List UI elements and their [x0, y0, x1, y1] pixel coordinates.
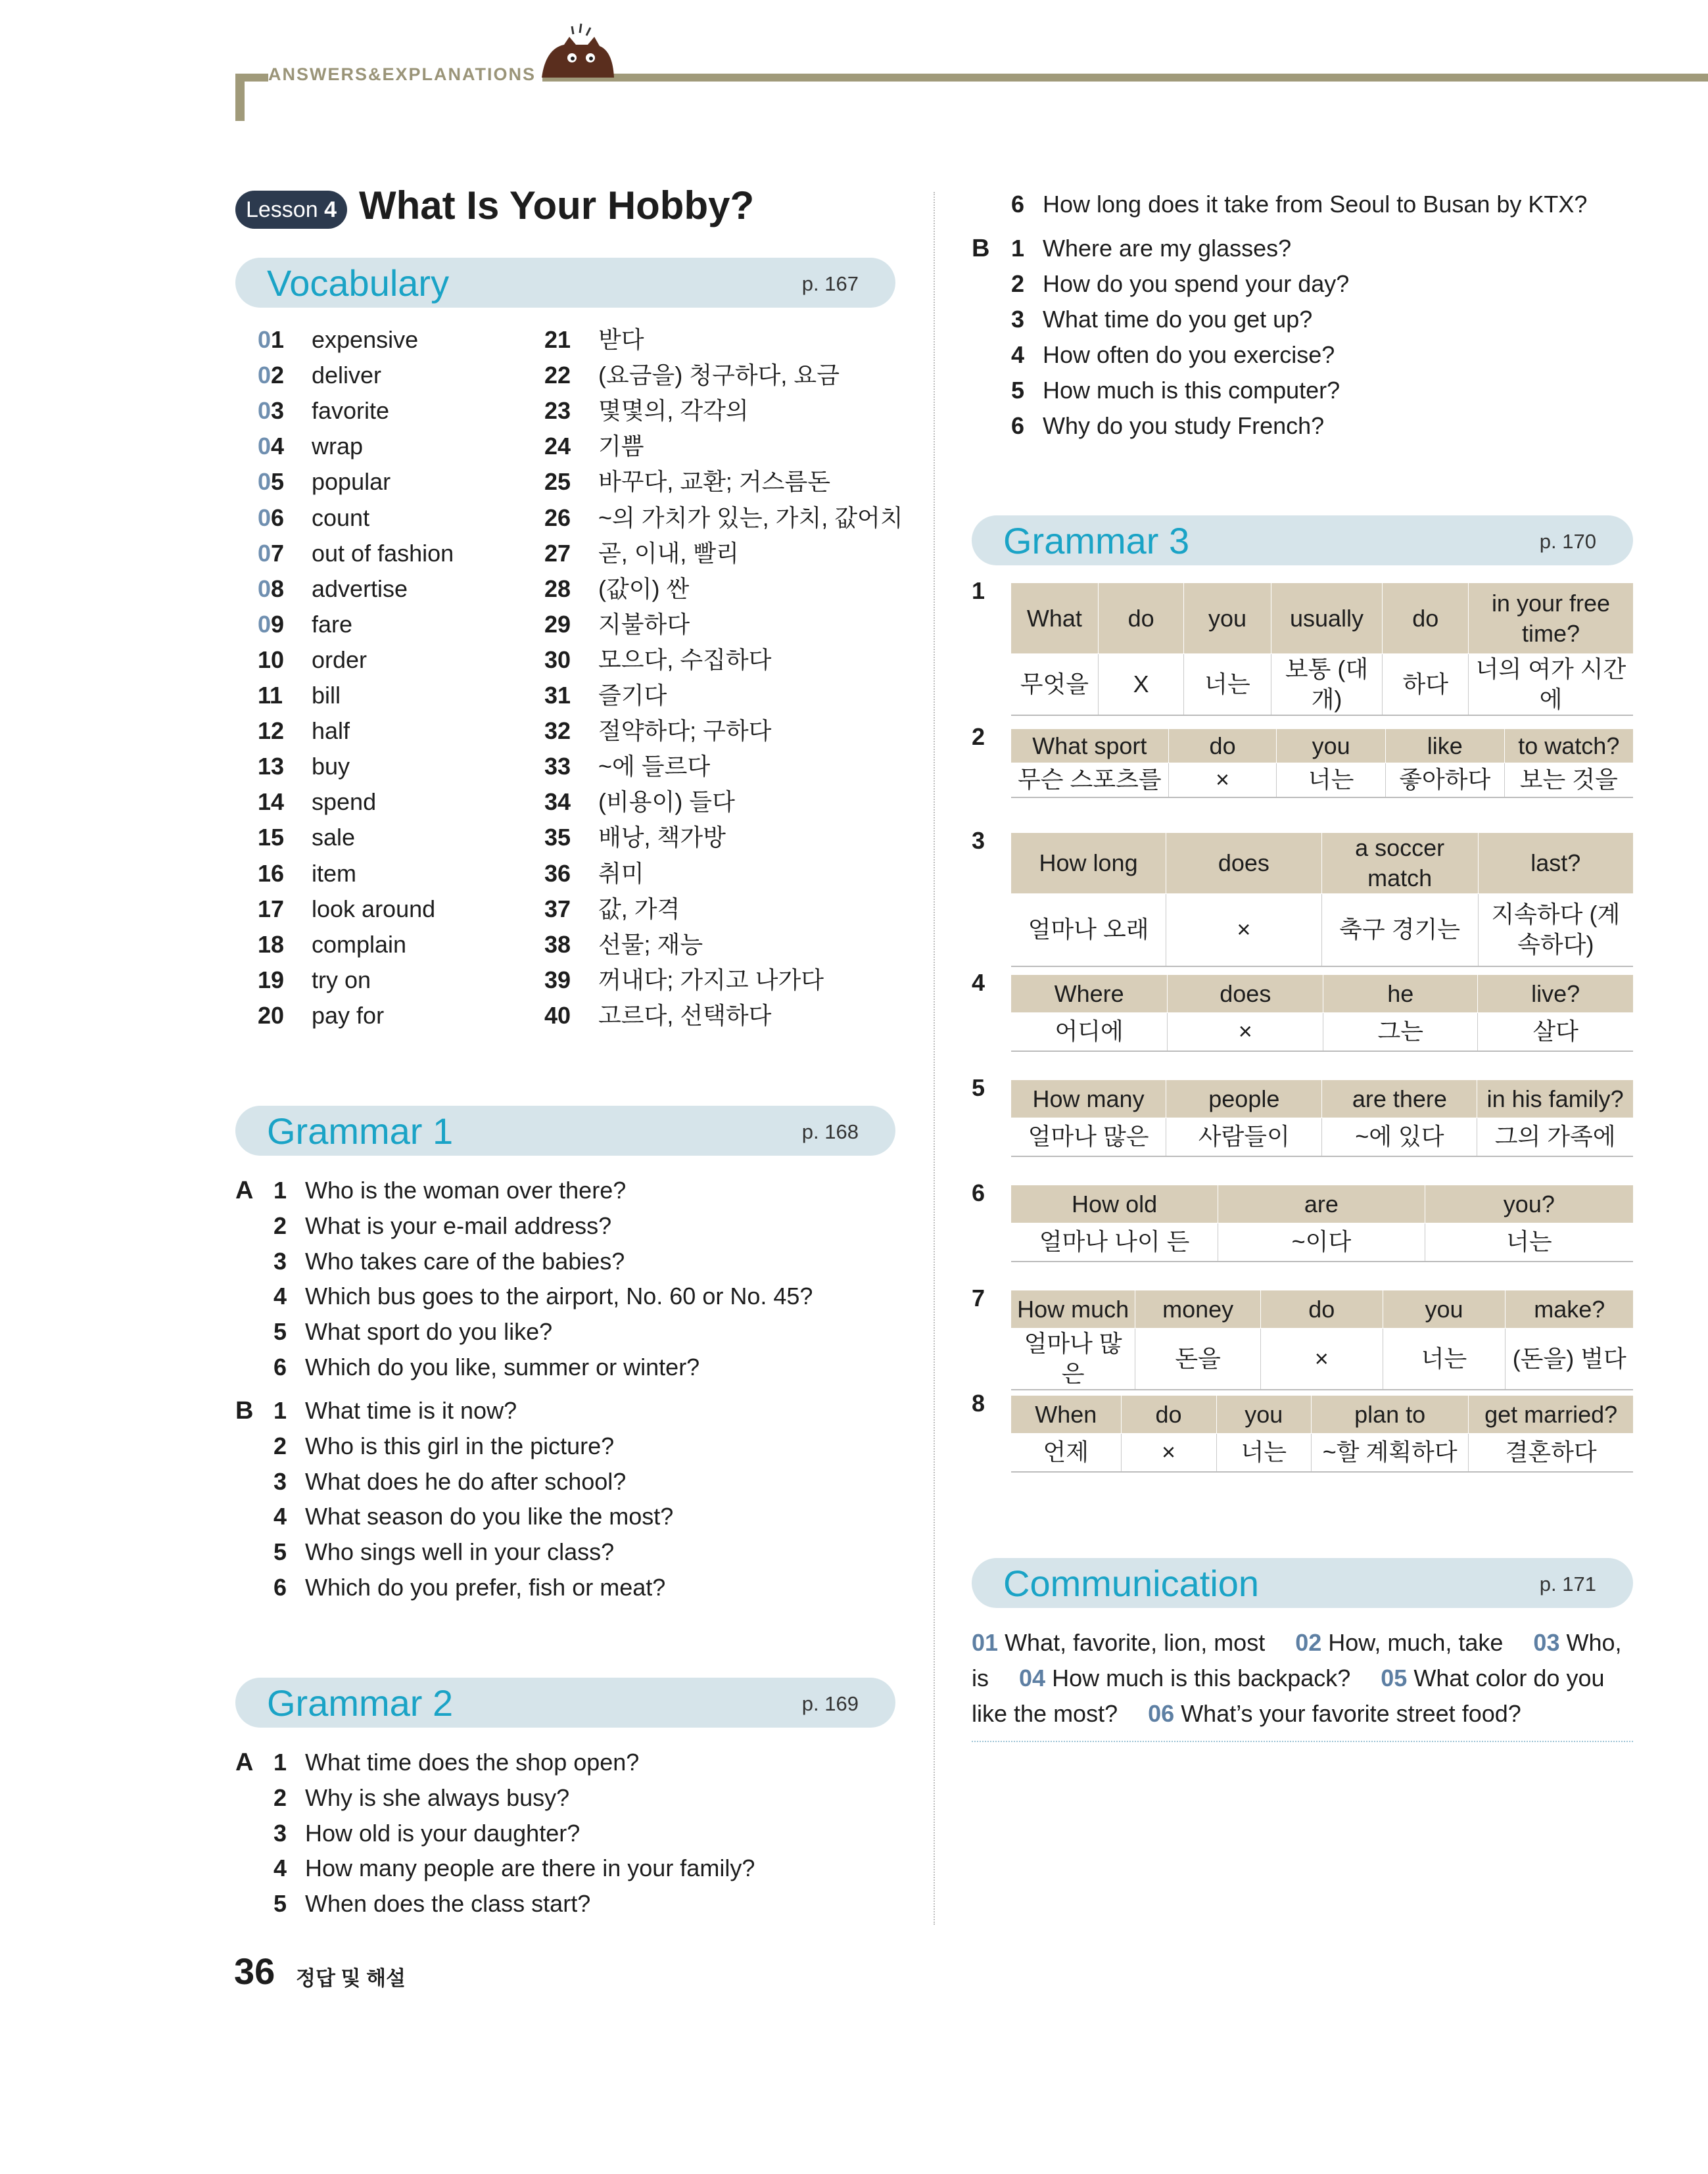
mascot-icon — [538, 22, 617, 78]
item-number: 3 — [273, 1467, 287, 1495]
korean-chunk: × — [1168, 1013, 1323, 1051]
communication-banner — [972, 1558, 1633, 1608]
grammar3-banner — [972, 515, 1633, 565]
item-text: Which do you like, summer or winter? — [305, 1354, 700, 1381]
item-number: 5 — [273, 1890, 287, 1918]
vocab-word: 바꾸다, 교환; 거스름돈 — [598, 468, 830, 496]
vocab-word: (요금을) 청구하다, 요금 — [598, 362, 840, 389]
korean-row — [1011, 1013, 1633, 1051]
sentence-table — [1011, 1079, 1633, 1157]
item-number: 6 — [1011, 412, 1025, 439]
korean-chunk: × — [1166, 894, 1321, 966]
english-chunk: in your free time? — [1468, 583, 1633, 654]
english-chunk: When — [1011, 1396, 1121, 1434]
vocab-number-zero: 0 — [258, 397, 272, 425]
vocab-number: 39 — [544, 966, 571, 993]
item-number: 5 — [273, 1318, 287, 1346]
item-text: What sport do you like? — [305, 1318, 553, 1346]
korean-row — [1011, 763, 1633, 797]
item-text: How long does it take from Seoul to Busan by KTX? — [1043, 191, 1588, 218]
item-number: 1 — [273, 1749, 287, 1776]
item-number: 03 — [1533, 1629, 1560, 1656]
vocab-word: 선물; 재능 — [598, 930, 703, 958]
communication-item — [1295, 1629, 1503, 1656]
english-row — [1011, 833, 1633, 894]
communication-item — [972, 1629, 1265, 1656]
vocab-number: 33 — [544, 753, 571, 780]
korean-chunk: 좋아하다 — [1385, 763, 1504, 797]
item-text: Why do you study French? — [1043, 412, 1325, 439]
korean-chunk: 무슨 스포츠를 — [1011, 763, 1168, 797]
vocab-number — [258, 358, 284, 393]
vocab-word: spend — [312, 788, 377, 816]
vocab-word: count — [312, 504, 370, 531]
item-text: How, much, take — [1328, 1629, 1504, 1656]
vocab-number — [258, 322, 284, 358]
vocabulary-banner — [235, 258, 895, 308]
item-text: What color do you like the most? — [972, 1665, 1605, 1727]
table-number: 1 — [972, 577, 985, 604]
english-chunk: What sport — [1011, 729, 1168, 763]
korean-chunk: 얼마나 많은 — [1011, 1329, 1135, 1390]
korean-chunk: 지속하다 (계속하다) — [1478, 894, 1633, 966]
communication-answers — [972, 1625, 1633, 1732]
item-number: 02 — [1295, 1629, 1322, 1656]
vocab-number: 27 — [544, 539, 571, 567]
table-number: 5 — [972, 1074, 985, 1101]
section-title: Vocabulary — [267, 262, 450, 304]
item-text: Which bus goes to the airport, No. 60 or No. 45? — [305, 1283, 813, 1310]
english-chunk: How long — [1011, 833, 1166, 894]
vocab-number: 35 — [544, 824, 571, 851]
korean-chunk: 얼마나 많은 — [1011, 1118, 1166, 1156]
vocab-number-zero: 0 — [258, 362, 272, 389]
sentence-table — [1011, 728, 1633, 798]
english-row — [1011, 1080, 1633, 1118]
english-chunk: are there — [1322, 1080, 1477, 1118]
vocab-number — [258, 500, 284, 536]
english-chunk: you — [1216, 1396, 1311, 1434]
item-text: Which do you prefer, fish or meat? — [305, 1574, 666, 1601]
english-chunk: Where — [1011, 975, 1168, 1013]
vocab-number-digit: 4 — [271, 433, 285, 460]
sentence-table — [1011, 1290, 1633, 1390]
vocab-number: 24 — [544, 433, 571, 460]
item-text: What time does the shop open? — [305, 1749, 640, 1776]
english-chunk: make? — [1506, 1290, 1633, 1329]
sentence-table — [1011, 582, 1633, 716]
vocab-word: sale — [312, 824, 356, 851]
section-title: Grammar 1 — [267, 1110, 454, 1152]
vocab-number: 38 — [544, 930, 571, 958]
vocab-number-digit: 6 — [271, 504, 285, 531]
part-label: B — [972, 235, 990, 262]
vocab-word: 즐기다 — [598, 682, 667, 709]
korean-chunk: 보는 것을 — [1504, 763, 1633, 797]
korean-chunk: 너는 — [1425, 1223, 1633, 1262]
page-ref: p. 167 — [801, 272, 859, 295]
korean-chunk: 얼마나 나이 든 — [1011, 1223, 1218, 1262]
korean-chunk: 언제 — [1011, 1434, 1121, 1472]
lesson-title: What Is Your Hobby? — [359, 183, 755, 227]
korean-chunk: 그의 가족에 — [1477, 1118, 1633, 1156]
item-number: 6 — [273, 1574, 287, 1601]
english-chunk: people — [1166, 1080, 1322, 1118]
english-chunk: you — [1383, 1290, 1506, 1329]
section-title: Communication — [1003, 1563, 1260, 1604]
vocab-number — [258, 429, 284, 464]
korean-chunk: 너는 — [1277, 763, 1385, 797]
english-chunk: How many — [1011, 1080, 1166, 1118]
vocab-word: 꺼내다; 가지고 나가다 — [598, 966, 824, 993]
vocab-number-zero: 0 — [258, 433, 272, 460]
english-row — [1011, 1396, 1633, 1434]
english-chunk: get married? — [1469, 1396, 1633, 1434]
vocab-number-zero: 0 — [258, 539, 272, 567]
vocab-number: 17 — [258, 895, 285, 922]
vocab-number-zero: 0 — [258, 326, 272, 353]
vocab-word: 배낭, 책가방 — [598, 824, 726, 851]
korean-chunk: 무엇을 — [1011, 654, 1098, 716]
vocab-word: expensive — [312, 326, 419, 353]
vocab-number-digit: 2 — [271, 362, 285, 389]
english-chunk: does — [1166, 833, 1321, 894]
page-ref: p. 171 — [1539, 1572, 1596, 1595]
table-number: 4 — [972, 969, 985, 996]
item-number: 5 — [1011, 377, 1025, 404]
vocab-number — [258, 536, 284, 571]
table-number: 3 — [972, 827, 985, 854]
vocab-number: 15 — [258, 824, 285, 851]
item-number: 1 — [273, 1177, 287, 1204]
item-text: How do you spend your day? — [1043, 270, 1350, 297]
vocab-word: 곧, 이내, 빨리 — [598, 539, 739, 567]
vocab-number-digit: 3 — [271, 397, 285, 425]
item-number: 4 — [273, 1283, 287, 1310]
english-row — [1011, 975, 1633, 1013]
english-chunk: usually — [1271, 583, 1383, 654]
item-text: What, favorite, lion, most — [1005, 1629, 1266, 1656]
vocab-number: 34 — [544, 788, 571, 816]
vocab-number: 14 — [258, 788, 285, 816]
vocab-number-zero: 0 — [258, 610, 272, 638]
vocab-word: item — [312, 859, 357, 887]
vocab-word: try on — [312, 966, 371, 993]
vocab-number: 37 — [544, 895, 571, 922]
vocab-number: 29 — [544, 610, 571, 638]
vocab-word: buy — [312, 753, 350, 780]
vocab-word: out of fashion — [312, 539, 454, 567]
item-text: How much is this computer? — [1043, 377, 1340, 404]
vocab-number — [258, 607, 284, 642]
vocab-number-digit: 9 — [271, 610, 285, 638]
section-title: Grammar 2 — [267, 1682, 454, 1724]
korean-chunk: × — [1121, 1434, 1216, 1472]
item-number: 3 — [273, 1819, 287, 1847]
item-number: 4 — [1011, 341, 1025, 368]
item-number: 1 — [273, 1397, 287, 1424]
item-number: 04 — [1019, 1665, 1046, 1691]
english-row — [1011, 1290, 1633, 1329]
header-corner — [235, 74, 245, 121]
english-chunk: money — [1135, 1290, 1261, 1329]
vocab-word: 몇몇의, 각각의 — [598, 397, 749, 425]
korean-row — [1011, 1223, 1633, 1262]
vocab-word: pay for — [312, 1001, 385, 1029]
english-chunk: he — [1323, 975, 1478, 1013]
english-chunk: live? — [1478, 975, 1633, 1013]
vocab-number-digit: 8 — [271, 575, 285, 602]
vocab-word: bill — [312, 682, 341, 709]
korean-chunk: 너는 — [1216, 1434, 1311, 1472]
vocab-number-digit: 7 — [271, 539, 285, 567]
table-number: 6 — [972, 1179, 985, 1206]
korean-chunk: ~할 계획하다 — [1311, 1434, 1468, 1472]
item-text: What is your e-mail address? — [305, 1212, 612, 1239]
vocab-word: half — [312, 717, 350, 745]
sentence-table — [1011, 1185, 1633, 1262]
page-ref: p. 169 — [801, 1692, 859, 1715]
item-number: 3 — [273, 1247, 287, 1275]
vocab-number: 23 — [544, 397, 571, 425]
vocab-number: 28 — [544, 575, 571, 602]
vocab-number: 36 — [544, 859, 571, 887]
item-number: 3 — [1011, 306, 1025, 333]
english-chunk: How old — [1011, 1185, 1218, 1223]
vocab-word: 값, 가격 — [598, 895, 680, 922]
item-text: How old is your daughter? — [305, 1819, 581, 1847]
english-chunk: plan to — [1311, 1396, 1468, 1434]
vocab-number: 26 — [544, 504, 571, 531]
item-number: 5 — [273, 1538, 287, 1566]
item-text: How often do you exercise? — [1043, 341, 1335, 368]
part-label: A — [235, 1749, 254, 1776]
page-ref: p. 170 — [1539, 530, 1596, 553]
korean-row — [1011, 1329, 1633, 1390]
korean-row — [1011, 1118, 1633, 1156]
english-chunk: in his family? — [1477, 1080, 1633, 1118]
korean-chunk: ~이다 — [1218, 1223, 1425, 1262]
korean-chunk: 축구 경기는 — [1321, 894, 1478, 966]
item-number: 6 — [273, 1354, 287, 1381]
part-label: A — [235, 1177, 254, 1204]
table-number: 8 — [972, 1390, 985, 1417]
item-number: 1 — [1011, 235, 1025, 262]
grammar1-banner — [235, 1106, 895, 1156]
item-number: 6 — [1011, 191, 1025, 218]
item-text: What’s your favorite street food? — [1181, 1700, 1521, 1727]
vocab-number: 11 — [258, 682, 283, 709]
vocab-word: (비용이) 들다 — [598, 788, 735, 816]
item-text: Why is she always busy? — [305, 1784, 570, 1811]
korean-chunk: X — [1098, 654, 1184, 716]
vocab-number-zero: 0 — [258, 575, 272, 602]
item-number: 2 — [273, 1432, 287, 1459]
english-chunk: to watch? — [1504, 729, 1633, 763]
vocab-word: ~의 가치가 있는, 가치, 값어치 — [598, 504, 903, 531]
korean-chunk: 너는 — [1383, 1329, 1506, 1390]
page-number: 36 — [234, 1950, 275, 1992]
vocab-number: 19 — [258, 966, 285, 993]
vocab-number: 16 — [258, 859, 285, 887]
english-chunk: a soccer match — [1321, 833, 1478, 894]
vocab-number — [258, 464, 284, 500]
vocab-number: 18 — [258, 930, 285, 958]
vocab-number-digit: 5 — [271, 468, 285, 496]
vocab-word: fare — [312, 610, 353, 638]
footer-label: 정답 및 해설 — [296, 1967, 406, 1990]
korean-chunk: (돈을) 벌다 — [1506, 1329, 1633, 1390]
english-chunk: like — [1385, 729, 1504, 763]
english-row — [1011, 729, 1633, 763]
item-text: Who, is — [972, 1629, 1622, 1691]
korean-row — [1011, 1434, 1633, 1472]
vocab-number: 13 — [258, 753, 285, 780]
item-number: 2 — [273, 1784, 287, 1811]
grammar2-banner — [235, 1678, 895, 1728]
vocab-word: (값이) 싼 — [598, 575, 690, 602]
item-text: Where are my glasses? — [1043, 235, 1292, 262]
english-chunk: you? — [1425, 1185, 1633, 1223]
section-title: Grammar 3 — [1003, 520, 1190, 561]
vocab-word: 기쁨 — [598, 433, 644, 460]
korean-chunk: 하다 — [1383, 654, 1469, 716]
header-label: ANSWERS&EXPLANATIONS — [268, 64, 542, 85]
english-chunk: do — [1261, 1290, 1383, 1329]
item-text: Who is the woman over there? — [305, 1177, 627, 1204]
english-row — [1011, 583, 1633, 654]
vocab-word: 모으다, 수집하다 — [598, 646, 772, 673]
korean-chunk: 너는 — [1184, 654, 1271, 716]
korean-chunk: 사람들이 — [1166, 1118, 1322, 1156]
korean-chunk: 결혼하다 — [1469, 1434, 1633, 1472]
item-number: 05 — [1381, 1665, 1408, 1691]
item-number: 4 — [273, 1503, 287, 1530]
item-number: 2 — [1011, 270, 1025, 297]
english-chunk: What — [1011, 583, 1098, 654]
item-number: 2 — [273, 1212, 287, 1239]
english-chunk: you — [1277, 729, 1385, 763]
item-text: What season do you like the most? — [305, 1503, 674, 1530]
item-text: What time do you get up? — [1043, 306, 1313, 333]
english-chunk: you — [1184, 583, 1271, 654]
korean-chunk: × — [1261, 1329, 1383, 1390]
item-text: What time is it now? — [305, 1397, 517, 1424]
vocab-number: 30 — [544, 646, 571, 673]
item-number: 01 — [972, 1629, 999, 1656]
vocab-word: ~에 들르다 — [598, 753, 711, 780]
english-chunk: do — [1383, 583, 1469, 654]
vocab-word: complain — [312, 930, 407, 958]
page-ref: p. 168 — [801, 1120, 859, 1143]
vocab-number-zero: 0 — [258, 468, 272, 496]
korean-chunk: 그는 — [1323, 1013, 1478, 1051]
korean-chunk: 살다 — [1478, 1013, 1633, 1051]
table-number: 7 — [972, 1285, 985, 1311]
korean-row — [1011, 894, 1633, 966]
korean-chunk: 돈을 — [1135, 1329, 1261, 1390]
item-number: 06 — [1148, 1700, 1175, 1727]
vocab-word: wrap — [312, 433, 364, 460]
vocab-word: 받다 — [598, 326, 644, 353]
vocab-word: 지불하다 — [598, 610, 690, 638]
sentence-table — [1011, 974, 1633, 1052]
korean-chunk: 보통 (대개) — [1271, 654, 1383, 716]
vocab-number: 31 — [544, 682, 571, 709]
english-row — [1011, 1185, 1633, 1223]
vocab-number: 21 — [544, 326, 571, 353]
vocab-number: 25 — [544, 468, 571, 496]
item-text: When does the class start? — [305, 1890, 591, 1918]
vocab-word: 절약하다; 구하다 — [598, 717, 772, 745]
vocab-word: 취미 — [598, 859, 644, 887]
korean-chunk: 얼마나 오래 — [1011, 894, 1166, 966]
english-chunk: are — [1218, 1185, 1425, 1223]
english-chunk: does — [1168, 975, 1323, 1013]
vocab-word: look around — [312, 895, 436, 922]
table-number: 2 — [972, 723, 985, 750]
vocab-number — [258, 393, 284, 429]
vocab-number — [258, 571, 284, 607]
item-text: Who takes care of the babies? — [305, 1247, 625, 1275]
item-text: What does he do after school? — [305, 1467, 627, 1495]
dotted-rule — [972, 1741, 1633, 1742]
item-text: Who is this girl in the picture? — [305, 1432, 615, 1459]
communication-item — [1148, 1700, 1521, 1727]
vocab-number-digit: 1 — [271, 326, 285, 353]
lesson-badge: Lesson 4 — [235, 191, 347, 229]
vocab-word: favorite — [312, 397, 390, 425]
english-chunk: do — [1168, 729, 1277, 763]
korean-chunk: 너의 여가 시간에 — [1468, 654, 1633, 716]
vocab-number: 22 — [544, 362, 571, 389]
vocab-number: 10 — [258, 646, 285, 673]
english-chunk: do — [1098, 583, 1184, 654]
item-text: How much is this backpack? — [1052, 1665, 1351, 1691]
vocab-word: 고르다, 선택하다 — [598, 1001, 772, 1029]
english-chunk: How much — [1011, 1290, 1135, 1329]
item-text: Who sings well in your class? — [305, 1538, 615, 1566]
korean-row — [1011, 654, 1633, 716]
korean-chunk: ~에 있다 — [1322, 1118, 1477, 1156]
item-number: 4 — [273, 1855, 287, 1882]
english-chunk: do — [1121, 1396, 1216, 1434]
vocab-number: 40 — [544, 1001, 571, 1029]
korean-chunk: 어디에 — [1011, 1013, 1168, 1051]
column-divider — [934, 192, 935, 1925]
vocab-word: deliver — [312, 362, 382, 389]
sentence-table — [1011, 1395, 1633, 1473]
korean-chunk: × — [1168, 763, 1277, 797]
item-text: How many people are there in your family? — [305, 1855, 755, 1882]
vocab-word: order — [312, 646, 368, 673]
part-label: B — [235, 1397, 254, 1425]
communication-item — [1019, 1665, 1350, 1691]
vocab-number-zero: 0 — [258, 504, 272, 531]
vocab-word: advertise — [312, 575, 408, 602]
vocab-number: 32 — [544, 717, 571, 745]
sentence-table — [1011, 832, 1633, 967]
english-chunk: last? — [1478, 833, 1633, 894]
vocab-word: popular — [312, 468, 391, 496]
vocab-number: 12 — [258, 717, 285, 745]
vocab-number: 20 — [258, 1001, 285, 1029]
